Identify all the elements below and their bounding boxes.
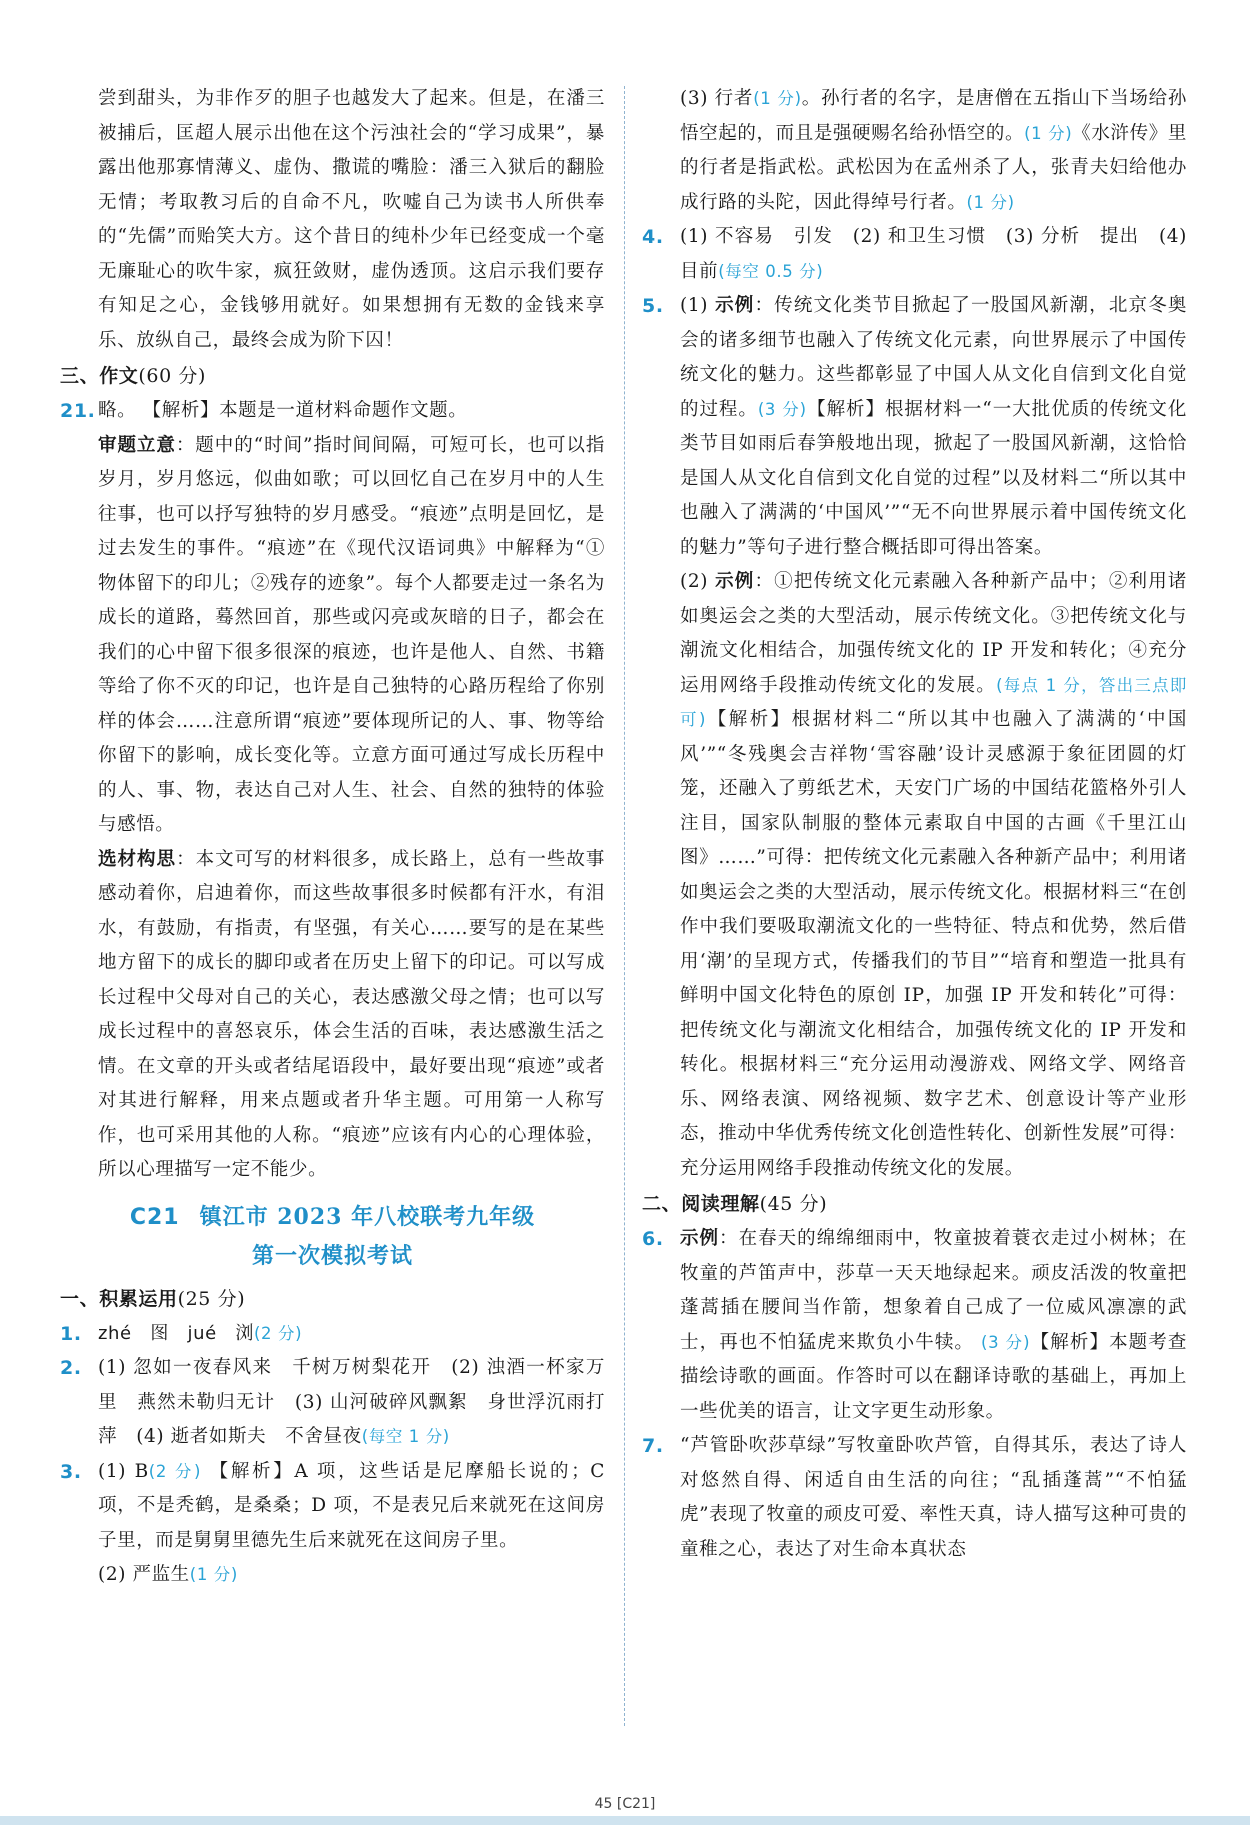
q2-score: (每空 1 分) (361, 1427, 450, 1446)
q21-material-text: ：本文可写的材料很多，成长路上，总有一些故事感动着你，启迪着你，而这些故事很多时候都有汗水，有泪水，有鼓励，有指责，有坚强，有关心……要写的是在某些地方留下的成长的脚印或者在历史上留下的印记。可以写成长过程中父母对自己的关心，表达感激父母之情；也可以写成长过程中的喜怒哀乐，体会生活的百味，表达感激生活之情。在文章的开头或者结尾语段中，最好要出现“痕迹”或者对其进行解释，用来点题或者升华主题。可用第一人称写作，也可采用其他的人称。“痕迹”应该有内心的心理体验，所以心理描写一定不能少。 (98, 848, 606, 1180)
section-3-title: 三、作文 (60, 365, 139, 387)
q1-answer: zhé 图 jué 浏 (98, 1322, 255, 1344)
exam-title-text-2: 第一次模拟考试 (251, 1242, 413, 1269)
page-edge-bar (0, 1816, 1250, 1825)
q3-part3-score-3: (1 分) (966, 192, 1015, 212)
q3-part3-text: 。孙行者的名字，是唐僧在五指山下当场给孙悟空起的，而且是强硬赐名给孙悟空的。 (680, 88, 1187, 144)
q5-part2-prefix: (2) (680, 571, 716, 592)
question-number: 1. (60, 1322, 82, 1345)
question-number: 4. (642, 226, 664, 248)
section-1-title: 一、积累运用 (60, 1287, 178, 1310)
q1-score: (2 分) (254, 1323, 303, 1343)
question-4 (642, 220, 1187, 289)
q3-part2 (60, 1558, 605, 1593)
q5-part2-analysis: 【解析】根据材料二“所以其中也融入了满满的‘中国风’”“冬残奥会吉祥物‘雪容融’设计灵感源于象征团圆的灯笼，还融入了剪纸艺术，天安门广场的中国结花篮格外引人注目，国家队制服的整体元素取自中国的古画《千里江山图》……”可得：把传统文化元素融入各种新产品中；利用诸如奥运会之类的大型活动，展示传统文化。根据材料三“在创作中我们要吸取潮流文化的一些特征、特点和优势，然后借用‘潮’的呈现方式，传播我们的节目”“培育和塑造一批具有鲜明中国文化特色的原创 IP，加强 IP 开发和转化”可得：把传统文化与潮流文化相结合，加强传统文化的 IP 开发和转化。根据材料三“充分运用动漫游戏、网络文学、网络音乐、网络表演、网络视频、数字艺术、创意设计等产业形态，推动中华优秀传统文化创造性转化、创新性发展”可得：充分运用网络手段推动传统文化的发展。 (680, 709, 1187, 1179)
column-divider (624, 86, 625, 1726)
exam-code: C21 (129, 1204, 180, 1230)
exam-title-line-1 (60, 1198, 605, 1237)
question-7 (642, 1429, 1187, 1567)
q4-answer: (1) 不容易 引发 (2) 和卫生习惯 (3) 分析 提出 (4) 目前 (680, 226, 1187, 282)
q5-part1-prefix: (1) (680, 295, 716, 316)
page-code: [C21] (616, 1796, 656, 1812)
q3-part3-text-2: 《水浒传》里的行者是指武松。武松因为在孟州杀了人，张青夫妇给他办成行路的头陀，因此得绰号行者。 (680, 122, 1187, 213)
section-2-points: (45 分) (759, 1193, 828, 1215)
q21-answer: 略。 【解析】本题是一道材料命题作文题。 (98, 400, 468, 421)
question-21 (60, 394, 605, 429)
section-2-title: 二、阅读理解 (642, 1193, 760, 1215)
q21-material-label: 选材构思 (98, 848, 177, 870)
q3-part1-answer: (1) B (98, 1460, 149, 1482)
q4-score: (每空 0.5 分) (718, 261, 824, 281)
question-5 (642, 289, 1187, 565)
question-3 (60, 1455, 605, 1559)
q3-part1-analysis: 【解析】A 项，这些话是尼摩船长说的；C 项，不是秃鹤，是桑桑；D 项，不是表兄后来就死在这间房子里，而是舅舅里德先生后来就死在这间房子里。 (98, 1460, 606, 1551)
question-number: 3. (60, 1460, 82, 1483)
q21-topic-label: 审题立意 (98, 434, 176, 456)
q6-example-label: 示例 (680, 1228, 720, 1249)
section-3-heading (60, 358, 605, 394)
q3-part1-score: (2 分) (148, 1461, 202, 1481)
q21-topic-text: ：题中的“时间”指时间间隔，可短可长，也可以指岁月，岁月悠远，似曲如歌；可以回忆自己在岁月中的人生往事，也可以抒写独特的岁月感受。“痕迹”点明是回忆，是过去发生的事件。“痕迹”在《现代汉语词典》中解释为“①物体留下的印儿；②残存的迹象”。每个人都要走过一条名为成长的道路，蓦然回首，那些或闪亮或灰暗的日子，都会在我们的心中留下很多很深的痕迹，也许是他人、自然、书籍等给了你不灭的印记，也许是自己独特的心路历程给了你别样的体会……注意所谓“痕迹”要体现所记的人、事、物等给你留下的影响，成长变化等。立意方面可通过写成长历程中的人、事、物，表达自己对人生、社会、自然的独特的体验与感悟。 (98, 434, 605, 835)
q6-score: (3 分) (981, 1332, 1031, 1352)
q21-material-analysis (60, 843, 605, 1188)
q6-analysis: 【解析】本题考查描绘诗歌的画面。作答时可以在翻译诗歌的基础上，再加上一些优美的语言，让文字更生动形象。 (680, 1331, 1187, 1422)
q3-part3-score: (1 分) (753, 89, 802, 108)
question-number: 6. (642, 1228, 664, 1250)
q3-part3 (642, 82, 1187, 220)
q5-part2 (642, 565, 1187, 1186)
section-3-points: (60 分) (138, 365, 207, 387)
q5-part1-answer: ：传统文化类节目掀起了一股国风新潮，北京冬奥会的诸多细节也融入了传统文化元素，向世界展示了中国传统文化的魅力。这些都彰显了中国人从文化自信到文化自觉的过程。 (680, 295, 1187, 420)
page-footer (0, 1796, 1250, 1812)
q5-part1-score: (3 分) (757, 399, 807, 419)
exam-title-text-1: 镇江市 2023 年八校联考九年级 (199, 1203, 536, 1230)
q3-part2-score: (1 分) (189, 1565, 238, 1584)
left-column (60, 82, 605, 1593)
question-number: 5. (642, 295, 664, 317)
right-column (642, 82, 1187, 1567)
q5-part1-example-label: 示例 (715, 295, 755, 316)
question-number: 7. (642, 1435, 664, 1457)
q3-part2-answer: (2) 严监生 (98, 1564, 190, 1585)
q3-part3-answer: (3) 行者 (680, 88, 754, 109)
q6-answer: ：在春天的绵绵细雨中，牧童披着蓑衣走过小树林；在牧童的芦笛声中，莎草一天天地绿起来。顽皮活泼的牧童把蓬蒿插在腰间当作箭，想象着自己成了一位威风凛凛的武士，再也不怕猛虎来欺负小牛犊。 (680, 1228, 1188, 1353)
q21-topic-analysis (60, 429, 605, 843)
q2-answer: (1) 忽如一夜春风来 千树万树梨花开 (2) 浊酒一杯家万里 燕然未勒归无计 (3) 山河破碎风飘絮 身世浮沉雨打萍 (4) 逝者如斯夫 不舍昼夜 (98, 1357, 605, 1447)
q7-answer: “芦管卧吹莎草绿”写牧童卧吹芦管，自得其乐，表达了诗人对悠然自得、闲适自由生活的向往；“乱插蓬蒿”“不怕猛虎”表现了牧童的顽皮可爱、率性天真，诗人描写这种可贵的童稚之心，表达了对生命本真状态 (680, 1435, 1187, 1560)
q5-part1-analysis: 【解析】根据材料一“一大批优质的传统文化类节目如雨后春笋般地出现，掀起了一股国风新潮，这恰恰是国人从文化自信到文化自觉的过程”以及材料二“所以其中也融入了满满的‘中国风’”“无不向世界展示着中国传统文化的魅力”等句子进行整合概括即可得出答案。 (680, 398, 1188, 558)
q5-part2-answer: ：①把传统文化元素融入各种新产品中；②利用诸如奥运会之类的大型活动，展示传统文化。③把传统文化与潮流文化相结合，加强传统文化的 IP 开发和转化；④充分运用网络手段推动传统文化的发展。 (680, 571, 1187, 696)
q20-answer-continued: 尝到甜头，为非作歹的胆子也越发大了起来。但是，在潘三被捕后，匡超人展示出他在这个污浊社会的“学习成果”，暴露出他那寡情薄义、虚伪、撒谎的嘴脸：潘三入狱后的翻脸无情；考取教习后的自命不凡，吹嘘自己为读书人所供奉的“先儒”而贻笑大方。这个昔日的纯朴少年已经变成一个毫无廉耻心的吹牛家，疯狂敛财，虚伪透顶。这启示我们要存有知足之心，金钱够用就好。如果想拥有无数的金钱来享乐、放纵自己，最终会成为阶下囚！ (98, 88, 605, 351)
section-1-points: (25 分) (177, 1287, 246, 1310)
q5-part2-example-label: 示例 (715, 571, 755, 592)
exam-title (60, 1198, 605, 1275)
question-number: 2. (60, 1357, 82, 1379)
q5-part2-score: (每点 1 分，答出三点即可) (680, 675, 1187, 729)
page-number: 45 (594, 1796, 613, 1812)
question-6 (642, 1222, 1187, 1429)
q3-part3-score-2: (1 分) (1024, 123, 1073, 143)
question-number: 21. (60, 400, 96, 422)
question-2 (60, 1351, 605, 1455)
section-1-heading (60, 1281, 605, 1317)
question-1 (60, 1317, 605, 1352)
section-2-heading (642, 1186, 1187, 1222)
